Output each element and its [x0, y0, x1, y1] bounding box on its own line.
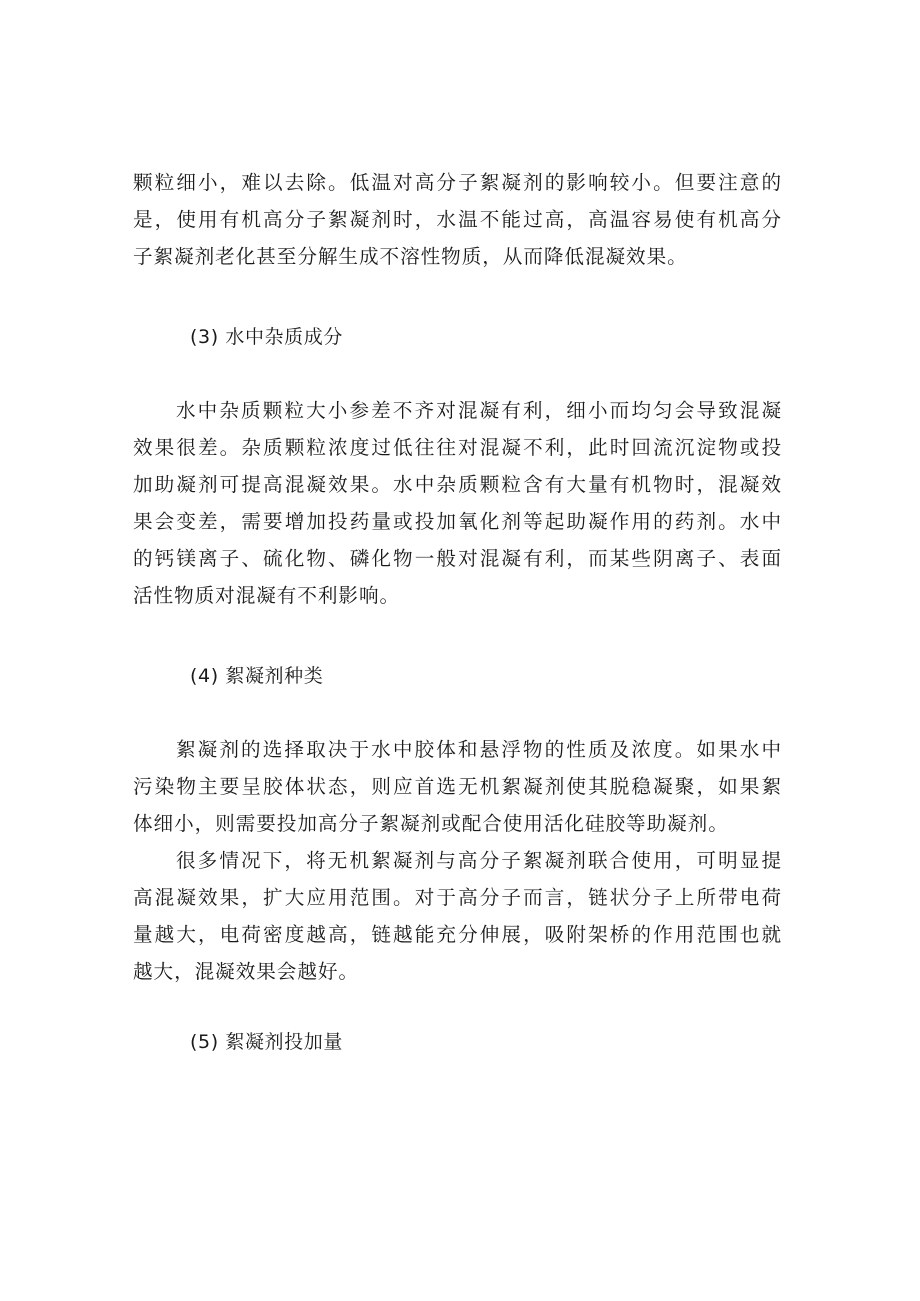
section-heading-3: (3) 水中杂质成分 — [190, 326, 343, 348]
paragraph-line: 絮凝剂的选择取决于水中胶体和悬浮物的性质及浓度。如果水中 — [176, 738, 782, 761]
paragraph-line: 加助凝剂可提高混凝效果。水中杂质颗粒含有大量有机物时，混凝效 — [133, 473, 782, 496]
paragraph-line: 污染物主要呈胶体状态，则应首选无机絮凝剂使其脱稳凝聚，如果絮 — [133, 775, 782, 798]
section-heading-4: (4) 絮凝剂种类 — [190, 665, 324, 687]
paragraph-line: 体细小，则需要投加高分子絮凝剂或配合使用活化硅胶等助凝剂。 — [133, 812, 729, 835]
paragraph-line: 效果很差。杂质颗粒浓度过低往往对混凝不利，此时回流沉淀物或投 — [133, 436, 782, 459]
paragraph-line: 活性物质对混凝有不利影响。 — [133, 584, 401, 607]
paragraph-line: 量越大，电荷密度越高，链越能充分伸展，吸附架桥的作用范围也就 — [133, 923, 782, 946]
section-heading-5: (5) 絮凝剂投加量 — [190, 1031, 343, 1053]
paragraph-line: 子絮凝剂老化甚至分解生成不溶性物质，从而降低混凝效果。 — [133, 245, 688, 268]
paragraph-line: 高混凝效果，扩大应用范围。对于高分子而言，链状分子上所带电荷 — [133, 886, 782, 909]
paragraph-line: 是，使用有机高分子絮凝剂时，水温不能过高，高温容易使有机高分 — [133, 208, 782, 231]
paragraph-line: 果会变差，需要增加投药量或投加氧化剂等起助凝作用的药剂。水中 — [133, 510, 782, 533]
paragraph-line: 水中杂质颗粒大小参差不齐对混凝有利，细小而均匀会导致混凝 — [176, 399, 782, 422]
paragraph-line: 颗粒细小，难以去除。低温对高分子絮凝剂的影响较小。但要注意的 — [133, 171, 782, 194]
paragraph-line: 越大，混凝效果会越好。 — [133, 960, 359, 983]
paragraph-line: 很多情况下，将无机絮凝剂与高分子絮凝剂联合使用，可明显提 — [176, 849, 782, 872]
paragraph-line: 的钙镁离子、硫化物、磷化物一般对混凝有利，而某些阴离子、表面 — [133, 547, 782, 570]
